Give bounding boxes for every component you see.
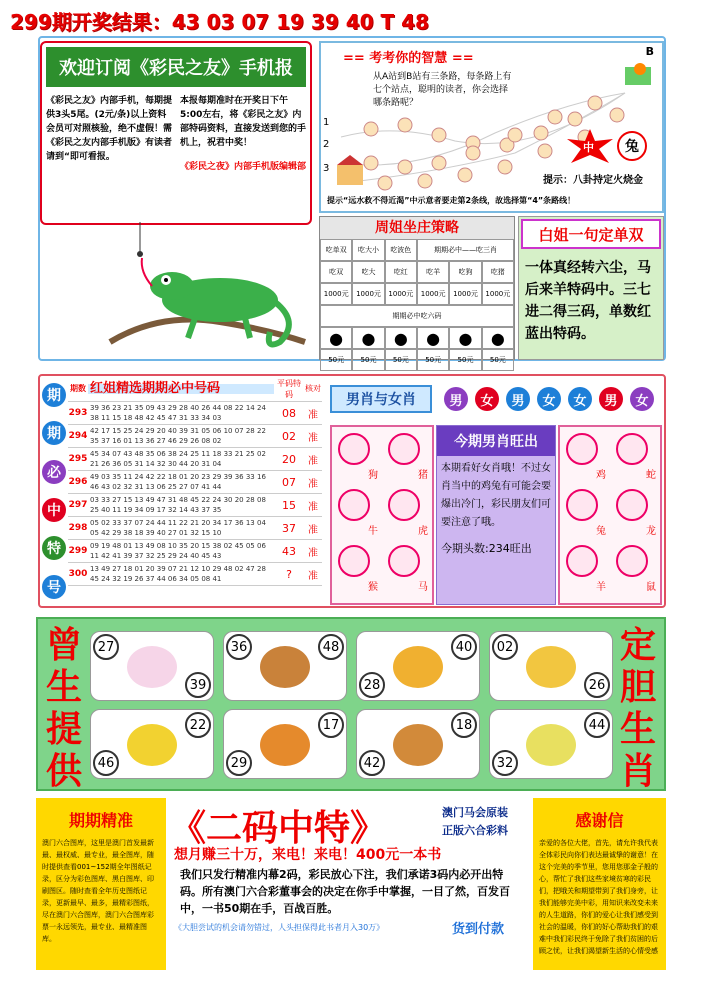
col-header-period: 期数 bbox=[70, 384, 86, 393]
table-cell-period: 297 bbox=[68, 500, 88, 510]
slogan-char: 特 bbox=[42, 536, 66, 560]
right-slogan-char: 胆 bbox=[619, 667, 656, 708]
zodiac-label: 鼠 bbox=[646, 582, 656, 593]
quiz-question: 从A站到B站有三条路，每条路上有七个站点，聪明的读者，你会选择哪条路呢？ bbox=[373, 72, 512, 108]
table-cell-nums: 09 19 48 01 13 49 08 10 35 20 15 38 02 45 05 06 11 42 41 39 37 32 25 29 24 40 45 43 bbox=[90, 542, 266, 560]
zodiac-face-icon bbox=[388, 489, 420, 521]
card-number: 40 bbox=[451, 634, 477, 660]
zodiac-face-icon bbox=[566, 545, 598, 577]
table-cell-period: 295 bbox=[68, 454, 88, 464]
table-row bbox=[68, 402, 322, 425]
cash-on-delivery-button[interactable]: 货到付款 bbox=[452, 922, 505, 937]
card-number: 39 bbox=[185, 672, 211, 698]
table-cell-ok: 准 bbox=[308, 547, 318, 559]
featured-box bbox=[436, 425, 556, 605]
table-row bbox=[68, 448, 322, 471]
zodiac-cell bbox=[616, 489, 656, 537]
table-cell-nums: 39 36 23 21 35 09 43 29 28 40 26 44 08 22 14 24 38 11 15 18 48 42 45 47 31 33 34 03 bbox=[90, 404, 266, 422]
strategy-subtitle: 期期必中吃六码 bbox=[320, 305, 514, 327]
slogan-char: 号 bbox=[42, 575, 66, 599]
strategy-cell: 吃红 bbox=[385, 261, 417, 283]
zodiac-label: 狗 bbox=[368, 470, 378, 481]
zodiac-number-section bbox=[36, 617, 666, 791]
strategy-cell: 吃羊 bbox=[417, 261, 449, 283]
card-number: 27 bbox=[93, 634, 119, 660]
zodiac-label: 猪 bbox=[418, 470, 428, 481]
featured-text: 本期看好女肖哦！不过女肖当中的鸡兔有可能会要爆出冷门，彩民朋友们可要注意了哦。 bbox=[441, 463, 551, 528]
zodiac-label: 鸡 bbox=[596, 470, 606, 481]
center-ad-side1: 澳门马会原装 bbox=[442, 806, 508, 819]
gender-circle: 女 bbox=[537, 387, 561, 411]
left-ad-title: 期期精准 bbox=[68, 811, 133, 830]
vertical-slogan bbox=[40, 376, 68, 606]
card-number: 22 bbox=[185, 712, 211, 738]
zodiac-label: 虎 bbox=[418, 526, 428, 537]
zodiac-card bbox=[489, 709, 613, 779]
male-zodiac-box bbox=[330, 425, 434, 605]
zodiac-card bbox=[356, 631, 480, 701]
gender-circle: 女 bbox=[568, 387, 592, 411]
table-row bbox=[68, 540, 322, 563]
table-cell-ok: 准 bbox=[308, 409, 318, 421]
table-cell-period: 299 bbox=[68, 546, 88, 556]
left-slogan-char: 曾 bbox=[45, 625, 82, 666]
card-number: 26 bbox=[584, 672, 610, 698]
strategy-cell: 吃狗 bbox=[449, 261, 481, 283]
strategy-cell: 1000元 bbox=[417, 283, 449, 305]
left-slogan bbox=[44, 625, 84, 792]
quiz-panel bbox=[319, 41, 664, 213]
strategy-dot: ● bbox=[352, 327, 384, 349]
table-cell-period: 298 bbox=[68, 523, 88, 533]
table-row bbox=[68, 494, 322, 517]
center-ad-red: 想月赚三十万，来电！来电！400元一本书 bbox=[174, 847, 442, 863]
zodiac-card bbox=[223, 709, 347, 779]
slogan-char: 期 bbox=[42, 383, 66, 407]
table-cell-period: 294 bbox=[68, 431, 88, 441]
draw-result-header: 299期开奖结果：43 03 07 19 39 40 T 48 bbox=[10, 10, 429, 34]
right-slogan bbox=[618, 625, 658, 792]
card-number: 42 bbox=[359, 750, 385, 776]
card-number: 28 bbox=[359, 672, 385, 698]
strategy-cell: 吃猪 bbox=[482, 261, 514, 283]
strategy-header: 吃大小 bbox=[352, 239, 384, 261]
zodiac-face-icon bbox=[388, 433, 420, 465]
answer-zodiac: 兔 bbox=[617, 131, 647, 161]
subscribe-col2-tail: 《彩民之夜》内部手机版编辑部 bbox=[180, 162, 307, 172]
right-ad bbox=[533, 798, 666, 970]
left-slogan-char: 供 bbox=[45, 751, 82, 792]
zodiac-label: 牛 bbox=[368, 526, 378, 537]
strategy-dot: ● bbox=[320, 327, 352, 349]
slogan-char: 期 bbox=[42, 421, 66, 445]
center-ad-side2: 正版六合彩料 bbox=[442, 824, 508, 837]
bai-title: 白姐一句定单双 bbox=[521, 219, 661, 249]
table-row bbox=[68, 563, 322, 586]
table-cell-ok: 准 bbox=[308, 455, 318, 467]
featured-title: 今期男肖旺出 bbox=[437, 426, 555, 456]
strategy-dot: ● bbox=[417, 327, 449, 349]
strategy-panel bbox=[319, 216, 515, 364]
zodiac-face-icon bbox=[566, 433, 598, 465]
strategy-cell: 1000元 bbox=[482, 283, 514, 305]
strategy-cell: 50元 bbox=[320, 349, 352, 371]
featured-foot: 今期头数:234旺出 bbox=[441, 542, 532, 555]
col-header-special: 平码特码 bbox=[277, 378, 301, 399]
gender-circle: 男 bbox=[506, 387, 530, 411]
col-header-check: 核对 bbox=[305, 384, 321, 393]
zodiac-label: 羊 bbox=[596, 582, 606, 593]
table-cell-nums: 05 02 33 37 07 24 44 11 22 21 20 34 17 36 13 04 05 42 29 38 18 39 40 27 01 32 15 10 bbox=[90, 519, 266, 537]
zodiac-card bbox=[489, 631, 613, 701]
slogan-char: 中 bbox=[42, 498, 66, 522]
card-number: 48 bbox=[318, 634, 344, 660]
strategy-dot: ● bbox=[449, 327, 481, 349]
strategy-dot: ● bbox=[482, 327, 514, 349]
zodiac-face-icon bbox=[338, 433, 370, 465]
zodiac-label: 马 bbox=[418, 582, 428, 593]
strategy-title: 周姐坐庄策略 bbox=[320, 217, 514, 239]
monkey-icon bbox=[127, 724, 177, 766]
route-label-1: 1 bbox=[323, 117, 330, 128]
table-cell-nums: 45 34 07 43 48 35 06 38 24 25 11 18 33 21 25 02 21 26 36 05 31 14 32 30 44 20 31 04 bbox=[90, 450, 266, 468]
number-table bbox=[68, 376, 322, 606]
tiger-icon bbox=[393, 646, 443, 688]
zodiac-label: 龙 bbox=[646, 526, 656, 537]
strategy-header: 吃波色 bbox=[385, 239, 417, 261]
gender-circle: 女 bbox=[630, 387, 654, 411]
gender-title: 男肖与女肖 bbox=[330, 385, 432, 413]
dog-icon bbox=[526, 724, 576, 766]
table-cell-nums: 42 17 15 25 24 29 20 40 39 31 05 06 10 07 28 22 35 37 16 01 13 36 27 46 29 26 08 02 bbox=[90, 427, 266, 445]
zodiac-face-icon bbox=[616, 489, 648, 521]
table-cell-sp: 15 bbox=[282, 498, 296, 512]
right-slogan-char: 定 bbox=[619, 625, 656, 666]
zodiac-card bbox=[90, 631, 214, 701]
zodiac-card bbox=[90, 709, 214, 779]
table-cell-period: 300 bbox=[68, 569, 88, 579]
table-row bbox=[68, 471, 322, 494]
zodiac-cell bbox=[616, 545, 656, 593]
zodiac-label: 蛇 bbox=[646, 470, 656, 481]
card-number: 18 bbox=[451, 712, 477, 738]
table-cell-period: 296 bbox=[68, 477, 88, 487]
zodiac-label: 兔 bbox=[596, 526, 606, 537]
quiz-note: 提示“远水救不得近渴”中示意者要走第2条线，故选择第“4”条路线！ bbox=[327, 196, 576, 205]
left-slogan-char: 生 bbox=[45, 667, 82, 708]
gender-circle: 男 bbox=[444, 387, 468, 411]
subscribe-col1: 《彩民之友》内部手机，每期提供3头5尾。(2元/条)以上资料会员可对照核验，绝不虚假！需《彩民之友内部手机版》有读者请到“即可看报。 bbox=[46, 96, 173, 162]
strategy-cell: 1000元 bbox=[385, 283, 417, 305]
center-ad bbox=[166, 798, 533, 970]
zodiac-card bbox=[223, 631, 347, 701]
strategy-cell: 1000元 bbox=[352, 283, 384, 305]
slogan-char: 必 bbox=[42, 460, 66, 484]
center-ad-title: 《二码中特》 bbox=[170, 808, 387, 849]
zodiac-face-icon bbox=[566, 489, 598, 521]
quiz-tip: 提示：八卦持定火烧金 bbox=[543, 175, 643, 186]
left-ad-text: 澳门六合图库，这里是澳门首发最新最、最权威、最专业，最全图库，随时提供查看001~152期全年图纸记录，区分为彩色图库、黑白图库、印刷图区。随时查看全年历史图纸记录，更新最早、最多，最精彩图纸，尽在澳门六合图库，澳门六合图库彩票一永远领先，最专业、最精准图库。 bbox=[42, 839, 154, 943]
route-label-2: 2 bbox=[323, 139, 330, 150]
subscribe-title: 欢迎订阅《彩民之友》手机报 bbox=[46, 47, 306, 87]
zodiac-cell bbox=[388, 433, 428, 481]
strategy-cell: 50元 bbox=[417, 349, 449, 371]
zodiac-face-icon bbox=[338, 489, 370, 521]
table-cell-nums: 13 49 27 18 01 20 39 07 21 12 10 29 48 02 47 28 45 24 32 19 26 37 44 06 34 05 08 41 bbox=[90, 565, 266, 583]
quiz-title: == 考考你的智慧 == bbox=[343, 51, 474, 66]
zodiac-cell bbox=[616, 433, 656, 481]
left-slogan-char: 提 bbox=[45, 709, 82, 750]
strategy-cell: 50元 bbox=[449, 349, 481, 371]
zodiac-cell bbox=[566, 433, 606, 481]
table-row bbox=[68, 425, 322, 448]
table-cell-sp: ? bbox=[286, 567, 292, 581]
card-number: 02 bbox=[492, 634, 518, 660]
table-cell-ok: 准 bbox=[308, 524, 318, 536]
zodiac-cell bbox=[388, 545, 428, 593]
table-cell-sp: 07 bbox=[282, 475, 296, 489]
zodiac-cell bbox=[338, 489, 378, 537]
card-number: 29 bbox=[226, 750, 252, 776]
table-cell-period: 293 bbox=[68, 408, 88, 418]
center-ad-text: 我们只发行精准内幕2码，彩民放心下注，我们承诺3码内必开出特码。所有澳门六合彩董事会的决定在你手中掌握，一目了然，百发百中，一书50期在手，百战百胜。 bbox=[180, 868, 510, 915]
col-header-numbers: 红姐精选期期必中号码 bbox=[88, 384, 274, 394]
zodiac-cell bbox=[338, 433, 378, 481]
strategy-cell: 吃双 bbox=[320, 261, 352, 283]
table-row bbox=[68, 517, 322, 540]
zodiac-face-icon bbox=[616, 433, 648, 465]
answer-tag: 中 bbox=[583, 141, 594, 154]
female-zodiac-box bbox=[558, 425, 662, 605]
quiz-badge: B bbox=[645, 45, 654, 58]
zodiac-face-icon bbox=[388, 545, 420, 577]
card-number: 17 bbox=[318, 712, 344, 738]
zodiac-cell bbox=[338, 545, 378, 593]
table-cell-sp: 43 bbox=[282, 544, 296, 558]
table-cell-sp: 02 bbox=[282, 429, 296, 443]
card-number: 46 bbox=[93, 750, 119, 776]
strategy-cell: 50元 bbox=[482, 349, 514, 371]
zodiac-cell bbox=[566, 489, 606, 537]
zodiac-face-icon bbox=[338, 545, 370, 577]
card-number: 44 bbox=[584, 712, 610, 738]
strategy-cell: 1000元 bbox=[320, 283, 352, 305]
ox-icon bbox=[260, 724, 310, 766]
card-number: 32 bbox=[492, 750, 518, 776]
rabbit-icon bbox=[127, 646, 177, 688]
rat-icon bbox=[393, 724, 443, 766]
zodiac-card bbox=[356, 709, 480, 779]
bai-text: 一体真经转六尘，马后来羊特码中。三七进二得三码，单数红蓝出特码。 bbox=[525, 260, 651, 342]
chameleon-illustration bbox=[100, 222, 310, 360]
route-label-3: 3 bbox=[323, 163, 330, 174]
left-ad bbox=[36, 798, 166, 970]
zodiac-cell bbox=[388, 489, 428, 537]
gender-circle: 男 bbox=[599, 387, 623, 411]
gender-circle: 女 bbox=[475, 387, 499, 411]
zodiac-cell bbox=[566, 545, 606, 593]
horse-icon bbox=[260, 646, 310, 688]
strategy-dot: ● bbox=[385, 327, 417, 349]
strategy-header: 期期必中——吃三肖 bbox=[417, 239, 514, 261]
table-cell-sp: 08 bbox=[282, 406, 296, 420]
table-cell-ok: 准 bbox=[308, 501, 318, 513]
table-cell-nums: 03 33 27 15 13 49 47 31 48 45 22 24 30 20 28 08 25 40 11 19 34 09 17 32 14 43 37 35 bbox=[90, 496, 266, 514]
strategy-cell: 50元 bbox=[385, 349, 417, 371]
bai-panel bbox=[518, 216, 664, 360]
table-cell-ok: 准 bbox=[308, 432, 318, 444]
table-cell-sp: 37 bbox=[282, 521, 296, 535]
card-number: 36 bbox=[226, 634, 252, 660]
right-slogan-char: 生 bbox=[619, 709, 656, 750]
strategy-cell: 50元 bbox=[352, 349, 384, 371]
strategy-cell: 1000元 bbox=[449, 283, 481, 305]
table-cell-nums: 49 03 35 11 24 42 22 18 01 20 23 29 39 36 33 16 46 43 02 32 31 13 06 25 27 07 41 44 bbox=[90, 473, 266, 491]
right-ad-title: 感谢信 bbox=[575, 811, 624, 830]
subscribe-col2: 本报每期准时在开奖日下午5:00左右，将《彩民之友》内部特码资料，直接发送到您的手机上，祝君中奖！ bbox=[180, 96, 307, 148]
table-cell-ok: 准 bbox=[308, 478, 318, 490]
dragon-icon bbox=[526, 646, 576, 688]
zodiac-face-icon bbox=[616, 545, 648, 577]
table-cell-sp: 20 bbox=[282, 452, 296, 466]
right-ad-text: 亲爱的各位大佬，首先，请允许我代表全体彩民向你们表达最诚挚的谢意！在这个完美的季节里，您用您那金子般的心，帮忙了我们这些家境贫寒的彩民们，把哦关和期望带到了我们身旁，让我们能够完美中彩，用知识来改变未来的人生道路，你们的爱心让我们感受到社会的温暖，你们的好心帮助我们的艰难中我们彩民终于免除了我们贫困的后顾之忧，让我们渴望新生活的心情受感 bbox=[539, 839, 658, 955]
table-cell-ok: 准 bbox=[308, 570, 318, 582]
zodiac-label: 猴 bbox=[368, 582, 378, 593]
center-ad-foot: 《大胆尝试的机会请勿错过，人头担保得此书者月入30万》 bbox=[174, 923, 385, 932]
strategy-cell: 吃大 bbox=[352, 261, 384, 283]
right-slogan-char: 肖 bbox=[619, 751, 656, 792]
strategy-header: 吃单双 bbox=[320, 239, 352, 261]
